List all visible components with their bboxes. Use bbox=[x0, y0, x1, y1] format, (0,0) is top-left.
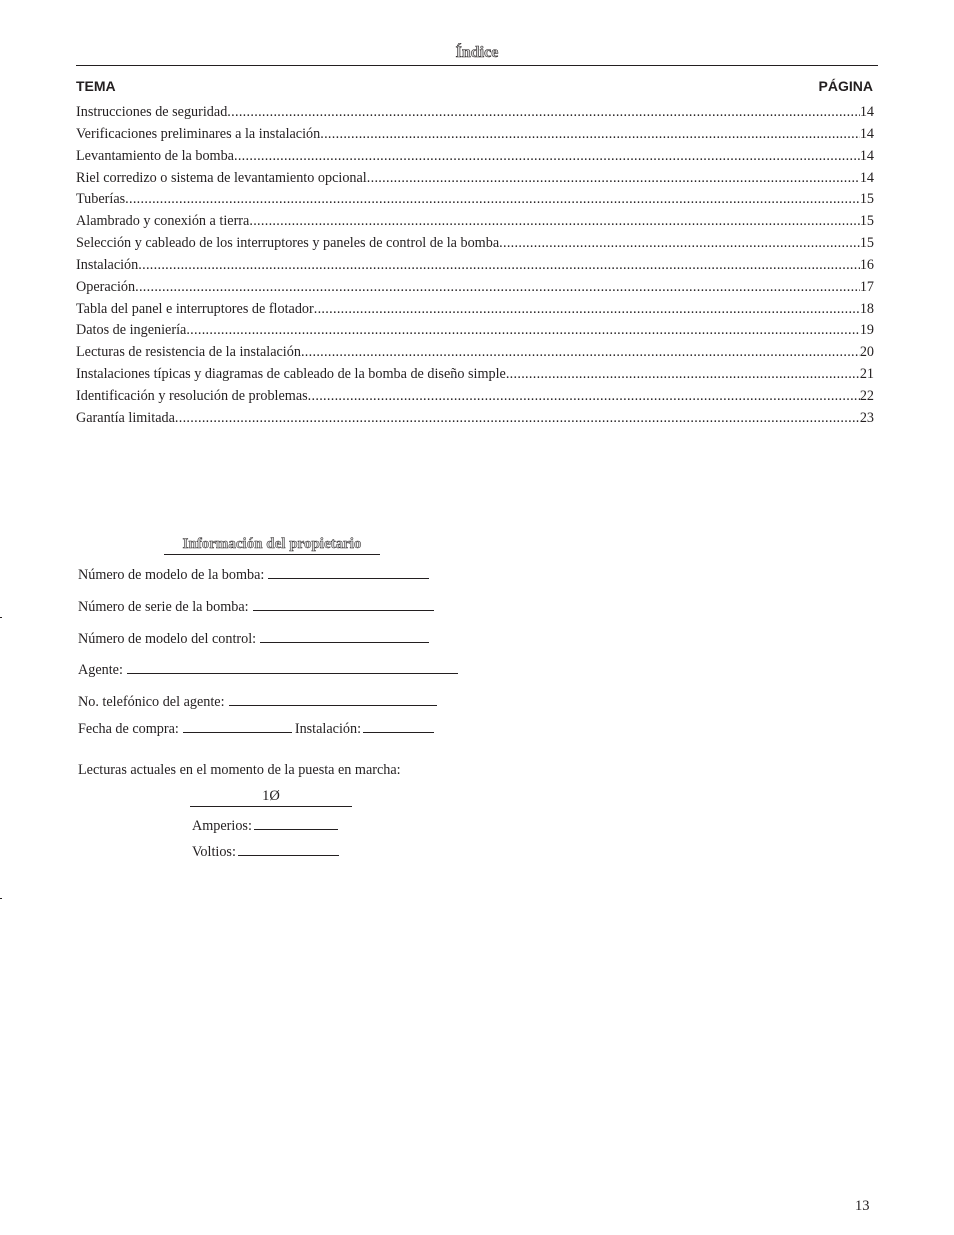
toc-list bbox=[76, 102, 874, 430]
toc-entry-page: 23 bbox=[859, 409, 874, 426]
toc-entry-page: 22 bbox=[859, 387, 874, 404]
toc-entry bbox=[76, 168, 874, 190]
installation-blank[interactable] bbox=[363, 722, 434, 733]
toc-entry-page: 19 bbox=[859, 322, 874, 339]
toc-leader-dots bbox=[186, 320, 860, 342]
toc-entry-page: 21 bbox=[859, 366, 874, 383]
toc-entry-topic: Levantamiento de la bomba bbox=[76, 147, 234, 164]
toc-header-page: PÁGINA bbox=[818, 78, 873, 94]
toc-title-rule bbox=[76, 65, 878, 66]
pump-model-blank[interactable] bbox=[268, 568, 429, 579]
toc-entry-topic: Tuberías bbox=[76, 191, 126, 208]
toc-entry-topic: Tabla del panel e interruptores de flotador bbox=[76, 300, 314, 317]
toc-entry bbox=[76, 277, 874, 299]
control-model-blank[interactable] bbox=[260, 632, 429, 643]
toc-entry bbox=[76, 255, 874, 277]
toc-entry bbox=[76, 189, 874, 211]
page-number: 13 bbox=[855, 1198, 870, 1214]
toc-entry bbox=[76, 299, 874, 321]
amps-blank[interactable] bbox=[254, 819, 338, 830]
toc-entry-topic: Verificaciones preliminares a la instalación bbox=[76, 125, 321, 142]
toc-entry-page: 14 bbox=[859, 125, 874, 142]
toc-leader-dots bbox=[308, 386, 860, 408]
pump-model-label: Número de modelo de la bomba: bbox=[78, 567, 265, 583]
toc-entry bbox=[76, 124, 874, 146]
toc-entry-topic: Selección y cableado de los interruptores y paneles de control de la bomba bbox=[76, 235, 500, 252]
toc-entry-topic: Instalación bbox=[76, 256, 139, 273]
toc-entry-topic: Alambrado y conexión a tierra bbox=[76, 213, 250, 230]
phase-label: 1Ø bbox=[190, 788, 352, 807]
toc-leader-dots bbox=[249, 211, 859, 233]
toc-leader-dots bbox=[175, 408, 860, 430]
agent-label: Agente: bbox=[78, 662, 123, 678]
agent-phone-blank[interactable] bbox=[229, 695, 437, 706]
toc-entry bbox=[76, 408, 874, 430]
toc-leader-dots bbox=[506, 364, 860, 386]
agent-field bbox=[78, 662, 458, 679]
toc-entry-topic: Operación bbox=[76, 278, 136, 295]
toc-entry-topic: Instrucciones de seguridad bbox=[76, 104, 228, 120]
pump-serial-label: Número de serie de la bomba: bbox=[78, 599, 249, 615]
readings-label: Lecturas actuales en el momento de la puesta en marcha: bbox=[78, 762, 401, 778]
toc-leader-dots bbox=[499, 233, 860, 255]
toc-entry bbox=[76, 233, 874, 255]
toc-entry-topic: Datos de ingeniería bbox=[76, 322, 187, 339]
toc-entry-page: 20 bbox=[859, 344, 874, 361]
pump-serial-field bbox=[78, 599, 434, 616]
purchase-date-label: Fecha de compra: bbox=[78, 721, 179, 737]
toc-entry-page: 15 bbox=[859, 191, 874, 208]
toc-entry-page: 18 bbox=[859, 300, 874, 317]
agent-blank[interactable] bbox=[127, 663, 458, 674]
margin-mark bbox=[0, 898, 2, 899]
toc-header bbox=[76, 78, 873, 96]
toc-leader-dots bbox=[314, 299, 860, 321]
toc-leader-dots bbox=[125, 189, 860, 211]
owner-info-title: Información del propietario bbox=[164, 536, 380, 555]
toc-leader-dots bbox=[367, 168, 860, 190]
purchase-install-field bbox=[78, 721, 434, 738]
toc-entry-page: 15 bbox=[859, 235, 874, 252]
pump-model-field bbox=[78, 567, 429, 584]
agent-phone-label: No. telefónico del agente: bbox=[78, 694, 225, 710]
toc-entry bbox=[76, 342, 874, 364]
agent-phone-field bbox=[78, 694, 437, 711]
control-model-field bbox=[78, 631, 429, 648]
toc-leader-dots bbox=[227, 102, 860, 124]
toc-entry bbox=[76, 320, 874, 342]
toc-entry-page: 14 bbox=[859, 104, 874, 120]
toc-leader-dots bbox=[138, 255, 860, 277]
pump-serial-blank[interactable] bbox=[253, 600, 434, 611]
toc-entry-page: 17 bbox=[859, 278, 874, 295]
volts-field bbox=[192, 844, 339, 861]
toc-header-topic: TEMA bbox=[76, 78, 116, 94]
toc-entry-topic: Riel corredizo o sistema de levantamiento opcional bbox=[76, 169, 367, 186]
toc-entry bbox=[76, 386, 874, 408]
volts-label: Voltios: bbox=[192, 844, 236, 860]
toc-entry-page: 15 bbox=[859, 213, 874, 230]
toc-entry-topic: Identificación y resolución de problemas bbox=[76, 387, 308, 404]
toc-entry bbox=[76, 102, 874, 124]
amps-field bbox=[192, 818, 338, 835]
toc-title: Índice bbox=[455, 44, 499, 61]
control-model-label: Número de modelo del control: bbox=[78, 631, 257, 647]
toc-entry-page: 14 bbox=[859, 147, 874, 164]
toc-entry bbox=[76, 146, 874, 168]
toc-leader-dots bbox=[301, 342, 860, 364]
installation-label: Instalación: bbox=[294, 721, 362, 737]
toc-entry bbox=[76, 211, 874, 233]
toc-entry-topic: Lecturas de resistencia de la instalación bbox=[76, 344, 301, 361]
toc-entry-page: 16 bbox=[859, 256, 874, 273]
toc-entry-page: 14 bbox=[859, 169, 874, 186]
toc-entry-topic: Instalaciones típicas y diagramas de cableado de la bomba de diseño simple bbox=[76, 366, 506, 383]
amps-label: Amperios: bbox=[192, 818, 252, 834]
toc-leader-dots bbox=[234, 146, 860, 168]
toc-entry-topic: Garantía limitada bbox=[76, 409, 175, 426]
toc-entry bbox=[76, 364, 874, 386]
margin-mark bbox=[0, 617, 2, 618]
toc-leader-dots bbox=[320, 124, 860, 146]
purchase-date-blank[interactable] bbox=[183, 722, 292, 733]
volts-blank[interactable] bbox=[238, 845, 339, 856]
toc-leader-dots bbox=[135, 277, 860, 299]
